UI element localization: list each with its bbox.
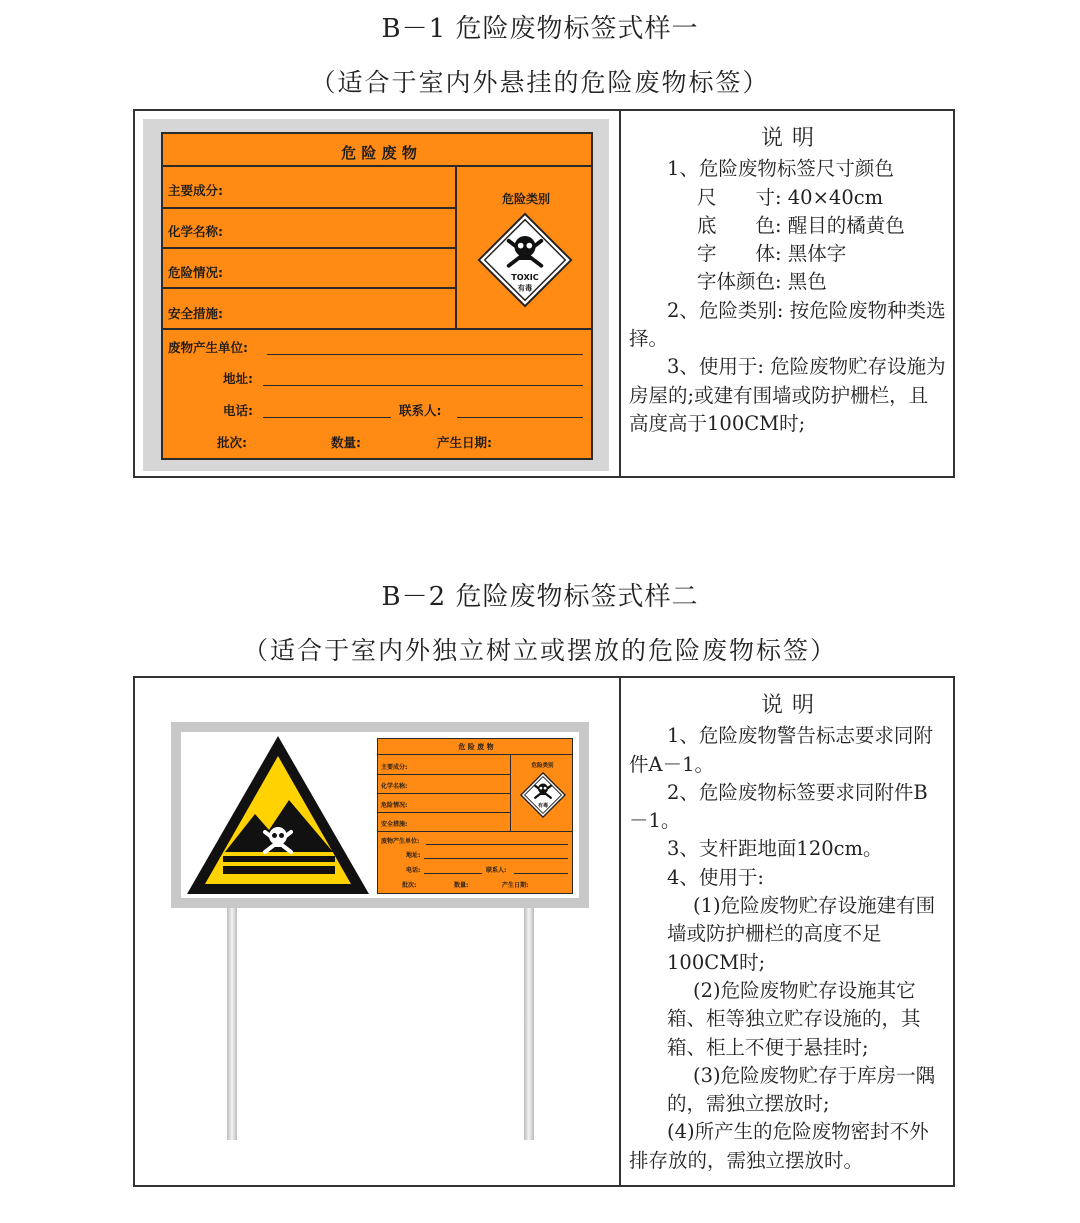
mini-field-batch: 批次:: [402, 882, 417, 889]
desc1-line-5: 字体颜色: 黑色: [697, 270, 827, 294]
section1-desc-title: 说 明: [761, 126, 815, 151]
mini-label-title: 危 险 废 物: [458, 743, 494, 751]
section1-description: [629, 125, 947, 438]
desc1-line-4: 字 体: 黑体字: [697, 242, 847, 266]
section1-table: [133, 109, 955, 478]
mini-field-date: 产生日期:: [502, 882, 529, 889]
field-contact: 联系人:: [399, 403, 442, 418]
mini-category-label: 危险类别: [531, 763, 554, 769]
desc2-line-3: 3、支杆距地面120cm。: [667, 837, 883, 861]
field-hazard-status: 危险情况:: [168, 265, 223, 280]
mini-hazard-label: [377, 738, 573, 894]
mini-field-qty: 数量:: [454, 882, 469, 889]
mini-field-chemical: 化学名称:: [381, 783, 408, 790]
svg-text:有毒: 有毒: [517, 283, 533, 293]
mini-field-component: 主要成分:: [381, 764, 408, 771]
desc2-line-5: (1)危险废物贮存设施建有围墙或防护栅栏的高度不足100CM时;: [667, 894, 936, 974]
section2-description: [629, 692, 947, 1175]
section2-table: [133, 676, 955, 1187]
desc2-line-4: 4、使用于:: [667, 865, 764, 889]
desc1-line-2: 尺 寸: 40×40cm: [697, 185, 884, 209]
mini-field-phone: 电话:: [406, 867, 421, 874]
desc2-line-7: (3)危险废物贮存于库房一隅的，需独立摆放时;: [667, 1063, 936, 1116]
field-quantity: 数量:: [331, 435, 361, 450]
field-main-component: 主要成分:: [168, 183, 223, 198]
desc1-line-7: 3、使用于: 危险废物贮存设施为房屋的;或建有围墙或防护栅栏，且高度高于100CM时;: [629, 355, 946, 435]
section1-divider: [619, 111, 621, 476]
mini-field-hazard: 危险情况:: [381, 802, 408, 809]
mini-field-contact: 联系人:: [486, 867, 507, 874]
mini-field-unit: 废物产生单位:: [381, 838, 420, 845]
desc2-line-8: (4)所产生的危险废物密封不外排存放的，需独立摆放时。: [629, 1120, 929, 1172]
desc1-line-6: 2、危险类别: 按危险废物种类选择。: [629, 298, 946, 351]
toxic-diamond-icon: [520, 772, 566, 818]
field-address: 地址:: [223, 371, 253, 386]
field-chemical-name: 化学名称:: [168, 224, 223, 239]
field-production-date: 产生日期:: [437, 435, 492, 450]
field-waste-unit: 废物产生单位:: [168, 340, 248, 355]
desc2-line-2: 2、危险废物标签要求同附件B－1。: [629, 780, 928, 833]
field-batch: 批次:: [217, 435, 247, 450]
mini-field-address: 地址:: [406, 852, 421, 859]
section1-subheading: （适合于室内外悬挂的危险废物标签）: [310, 68, 770, 97]
desc2-line-1: 1、危险废物警告标志要求同附件A－1。: [629, 724, 933, 776]
hazard-category-label: 危险类别: [501, 192, 550, 206]
field-phone: 电话:: [223, 403, 253, 418]
section2-subheading: （适合于室内外独立树立或摆放的危险废物标签）: [242, 636, 837, 665]
field-safety-measures: 安全措施:: [168, 306, 223, 321]
section2-heading: B－2 危险废物标签式样二: [381, 582, 699, 612]
warning-triangle-icon: [185, 734, 371, 896]
toxic-diamond-icon: [477, 212, 573, 308]
sign-post-left: [227, 898, 237, 1140]
label-title: 危 险 废 物: [341, 144, 417, 162]
svg-text:有毒: 有毒: [537, 802, 549, 809]
hazard-label: [161, 132, 593, 460]
section2-desc-title: 说 明: [761, 693, 815, 718]
svg-text:TOXIC: TOXIC: [511, 272, 539, 283]
section1-heading: B－1 危险废物标签式样一: [381, 14, 699, 44]
sign-post-right: [524, 898, 534, 1140]
section2-divider: [619, 678, 621, 1185]
desc2-line-6: (2)危险废物贮存设施其它箱、柜等独立贮存设施的，其箱、柜上不便于悬挂时;: [667, 978, 921, 1059]
desc1-line-3: 底 色: 醒目的橘黄色: [697, 213, 905, 237]
desc1-line-1: 1、危险废物标签尺寸颜色: [667, 157, 894, 181]
mini-field-safety: 安全措施:: [381, 821, 408, 828]
